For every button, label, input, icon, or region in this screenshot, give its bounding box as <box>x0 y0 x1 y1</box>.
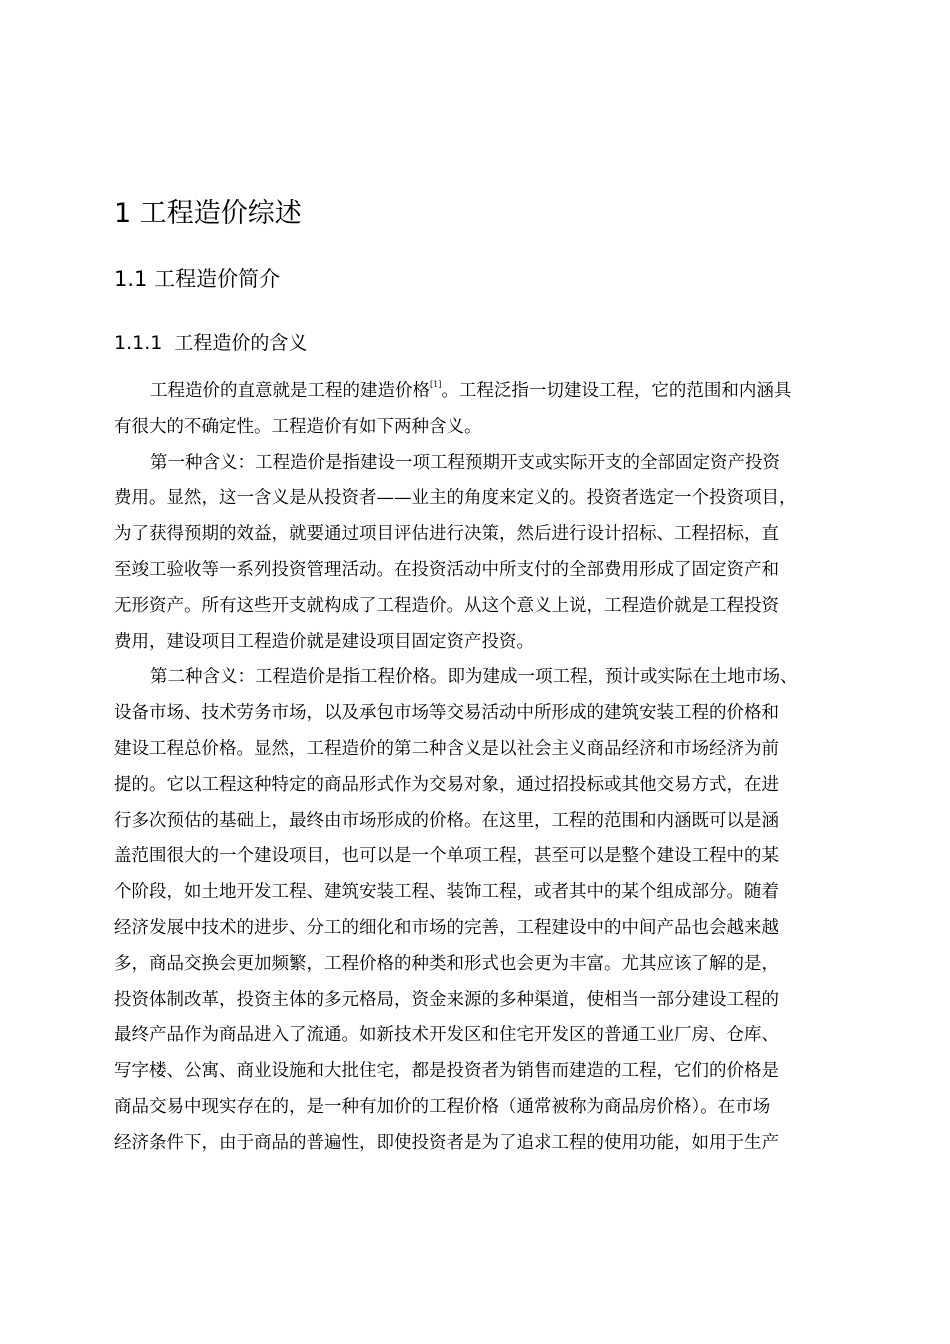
text-line: 费用。显然，这一含义是从投资者——业主的角度来定义的。投资者选定一个投资项目， <box>114 488 797 509</box>
text-line: 行多次预估的基础上，最终由市场形成的价格。在这里，工程的范围和内涵既可以是涵 <box>114 810 779 831</box>
citation-marker[interactable]: [1] <box>430 380 442 389</box>
subsection-number: 1.1.1 <box>114 332 163 354</box>
subsection-heading <box>114 328 307 358</box>
text-line: 设备市场、技术劳务市场，以及承包市场等交易活动中所形成的建筑安装工程的价格和 <box>114 703 779 724</box>
text-line: 多，商品交换会更加频繁，工程价格的种类和形式也会更为丰富。尤其应该了解的是， <box>114 953 779 974</box>
text-line: 经济条件下，由于商品的普遍性，即使投资者是为了追求工程的使用功能，如用于生产 <box>114 1132 779 1153</box>
text-line: 提的。它以工程这种特定的商品形式作为交易对象，通过招投标或其他交易方式，在进 <box>114 774 779 795</box>
chapter-heading: 1 工程造价综述 <box>114 198 302 229</box>
text-line: 第一种含义：工程造价是指建设一项工程预期开支或实际开支的全部固定资产投资 <box>150 452 780 473</box>
text-line: 费用，建设项目工程造价就是建设项目固定资产投资。 <box>114 631 534 652</box>
text-line: 盖范围很大的一个建设项目，也可以是一个单项工程，甚至可以是整个建设工程中的某 <box>114 846 779 867</box>
text-line: 经济发展中技术的进步、分工的细化和市场的完善，工程建设中的中间产品也会越来越 <box>114 917 779 938</box>
text-line: 工程造价的直意就是工程的建造价格[1]。工程泛指一切建设工程，它的范围和内涵具 <box>150 380 792 401</box>
text-line: 投资体制改革，投资主体的多元格局，资金来源的多种渠道，使相当一部分建设工程的 <box>114 989 779 1010</box>
subsection-title: 工程造价的含义 <box>174 332 308 354</box>
text-line: 无形资产。所有这些开支就构成了工程造价。从这个意义上说，工程造价就是工程投资 <box>114 595 779 616</box>
text-line: 有很大的不确定性。工程造价有如下两种含义。 <box>114 416 482 437</box>
text-line: 个阶段，如土地开发工程、建筑安装工程、装饰工程，或者其中的某个组成部分。随着 <box>114 882 779 903</box>
body-text <box>114 374 854 1162</box>
text-line: 商品交易中现实存在的，是一种有加价的工程价格（通常被称为商品房价格）。在市场 <box>114 1096 771 1117</box>
text-line: 第二种含义：工程造价是指工程价格。即为建成一项工程，预计或实际在土地市场、 <box>150 667 798 688</box>
text-line: 写字楼、公寓、商业设施和大批住宅，都是投资者为销售而建造的工程，它们的价格是 <box>114 1061 779 1082</box>
text-line: 建设工程总价格。显然，工程造价的第二种含义是以社会主义商品经济和市场经济为前 <box>114 738 779 759</box>
text-line: 最终产品作为商品进入了流通。如新技术开发区和住宅开发区的普通工业厂房、仓库、 <box>114 1025 779 1046</box>
text-line: 至竣工验收等一系列投资管理活动。在投资活动中所支付的全部费用形成了固定资产和 <box>114 559 779 580</box>
section-heading: 1.1 工程造价简介 <box>114 267 281 291</box>
text-line: 为了获得预期的效益，就要通过项目评估进行决策，然后进行设计招标、工程招标，直 <box>114 524 779 545</box>
